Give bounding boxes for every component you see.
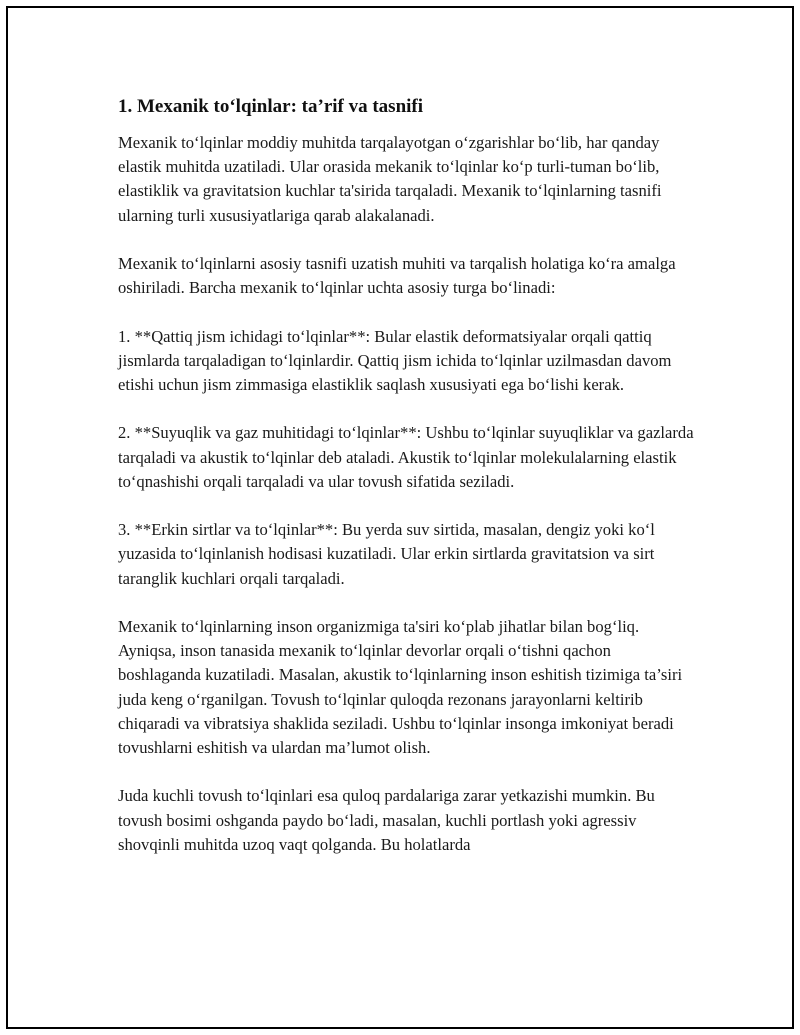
paragraph-human-effects: Mexanik to‘lqinlarning inson organizmiga ta'siri ko‘plab jihatlar bilan bog‘liq. Ayniqsa, inson tanasida mexanik to‘lqinlar devorlar orqali o‘tishni qachon boshlaganda kuzatiladi. Masalan, akustik to‘lqinlarning inson eshitish tizimiga ta’siri juda keng o‘rganilgan. Tovush to‘lqinlar quloqda rezonans jarayonlarni keltirib chiqaradi va vibratsiya shaklida seziladi. Ushbu to‘lqinlar insonga imkoniyat beradi tovushlarni eshitish va ulardan ma’lumot olish. xyxy=(118,616,683,757)
paragraph-surface-waves: 3. **Erkin sirtlar va to‘lqinlar**: Bu yerda suv sirtida, masalan, dengiz yoki ko‘l yuzasida to‘lqinlanish hodisasi kuzatiladi. Ular erkin sirtlarda gravitatsion va sirt taranglik kuchlari orqali tarqaladi. xyxy=(118,520,655,588)
section-heading: 1. Mexanik to‘lqinlar: ta’rif va tasnifi xyxy=(118,96,424,117)
paragraph-intro: Mexanik to‘lqinlar moddiy muhitda tarqalayotgan o‘zgarishlar bo‘lib, har qanday elastik muhitda uzatiladi. Ular orasida mekanik to‘lqinlar ko‘p turli-tuman bo‘lib, elastiklik va gravitatsion kuchlar ta'sirida tarqaladi. Mexanik to‘lqinlarning tasnifi ularning turli xususiyatlariga qarab alakalanadi. xyxy=(118,133,662,225)
paragraph-classification: Mexanik to‘lqinlarni asosiy tasnifi uzatish muhiti va tarqalish holatiga ko‘ra amalga oshiriladi. Barcha mexanik to‘lqinlar uchta asosiy turga bo‘linadi: xyxy=(118,254,676,298)
paragraph-loud-sound: Juda kuchli tovush to‘lqinlari esa quloq pardalariga zarar yetkazishi mumkin. Bu tovush bosimi oshganda paydo bo‘ladi, masalan, kuchli portlash yoki agressiv shovqinli muhitda uzoq vaqt qolganda. Bu holatlarda xyxy=(118,786,655,854)
paragraph-solid-waves: 1. **Qattiq jism ichidagi to‘lqinlar**: Bular elastik deformatsiyalar orqali qattiq jismlarda tarqaladigan to‘lqinlardir. Qattiq jism ichida to‘lqinlar uzilmasdan davom etishi uchun jism zimmasiga elastiklik saqlash xususiyati ega bo‘lishi kerak. xyxy=(118,326,672,394)
paragraph-fluid-waves: 2. **Suyuqlik va gaz muhitidagi to‘lqinlar**: Ushbu to‘lqinlar suyuqliklar va gazlarda tarqaladi va akustik to‘lqinlar deb ataladi. Akustik to‘lqinlar molekulalarning elastik to‘qnashishi orqali tarqaladi va ular tovush sifatida seziladi. xyxy=(118,423,694,491)
document-body xyxy=(118,95,698,881)
